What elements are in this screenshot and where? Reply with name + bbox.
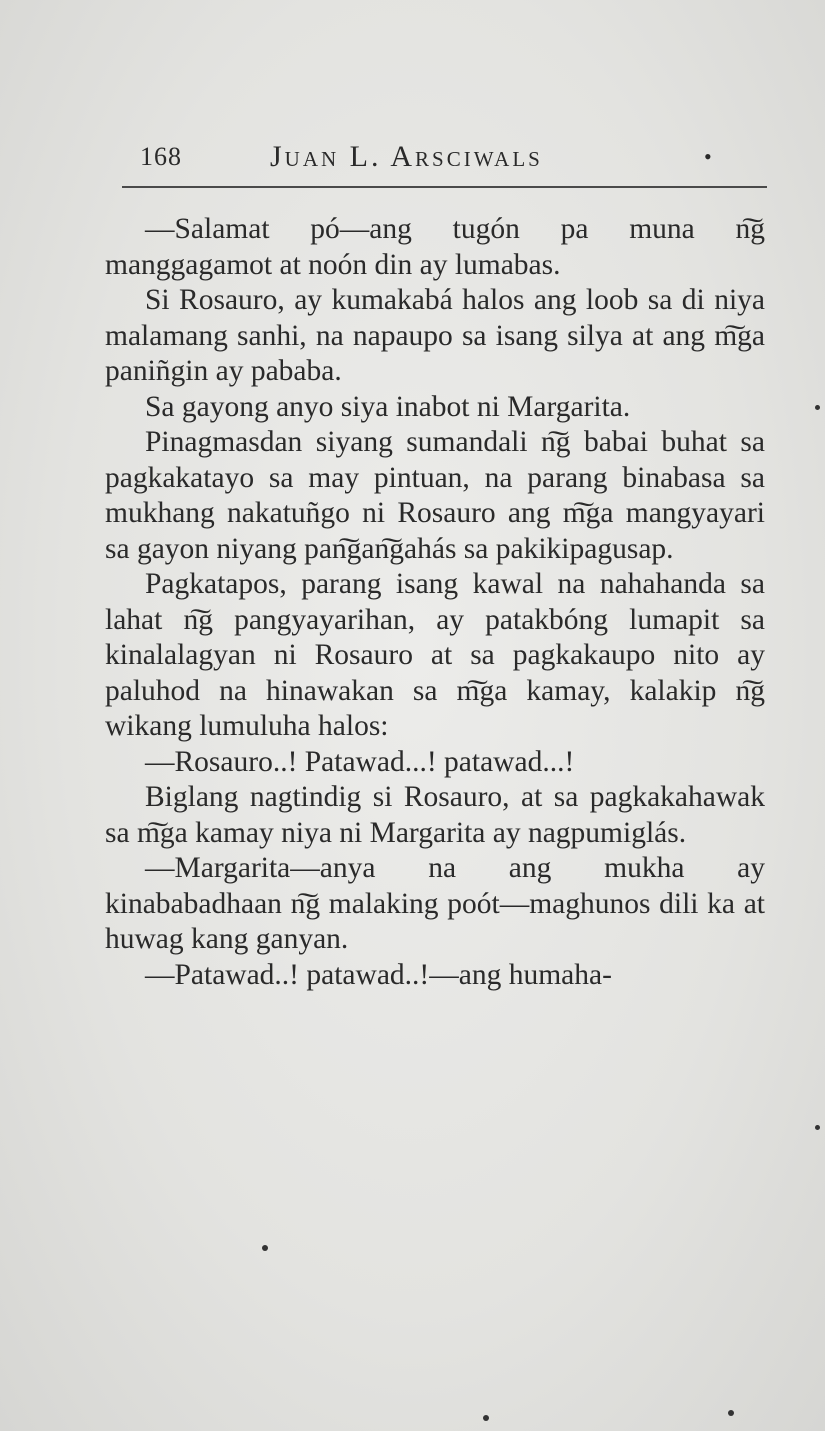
print-speck: [483, 1415, 489, 1421]
print-speck: [262, 1245, 268, 1251]
header-dot: •: [704, 144, 712, 169]
page-header: [122, 130, 767, 188]
paragraph: Si Rosauro, ay kumakabá halos ang loob sa di niya malamang sanhi, na napaupo sa isang silya at ang m͠ga paniñgin ay pababa.: [105, 284, 765, 387]
paragraph: Pinagmasdan siyang sumandali n͠g babai buhat sa pagkakatayo sa may pintuan, na parang binabasa sa mukhang nakatuñgo ni Rosauro ang m͠ga mangyayari sa gayon niyang pan͠gan͠gahás sa pakikipagusap.: [105, 426, 765, 565]
paragraph: Sa gayong anyo siya inabot ni Margarita.: [145, 390, 631, 423]
paragraph: Pagkatapos, parang isang kawal na nahahanda sa lahat n͠g pangyayarihan, ay patakbóng lumapit sa kinalalagyan ni Rosauro at sa pagkakaupo nito ay paluhod na hinawakan sa m͠ga kamay, kalakip n͠g wikang lumuluha halos:: [105, 568, 765, 742]
paragraph: —Margarita—anya na ang mukha ay kinababadhaan n͠g malaking poót—maghunos dili ka at huwag kang ganyan.: [105, 852, 765, 955]
paragraph: —Rosauro..! Patawad...! patawad...!: [145, 745, 575, 778]
print-speck: [728, 1410, 734, 1416]
paragraph: —Patawad..! patawad..!—ang humaha-: [145, 958, 612, 991]
running-title: Juan L. Arsciwals: [270, 140, 543, 173]
print-speck: [815, 1125, 820, 1130]
body-text: [105, 212, 765, 993]
print-speck: [815, 405, 820, 410]
page-number: 168: [140, 142, 182, 171]
paragraph: Biglang nagtindig si Rosauro, at sa pagkakahawak sa m͠ga kamay niya ni Margarita ay nagpumiglás.: [105, 781, 765, 849]
paragraph: —Salamat pó—ang tugón pa muna n͠g manggagamot at noón din ay lumabas.: [105, 213, 765, 281]
